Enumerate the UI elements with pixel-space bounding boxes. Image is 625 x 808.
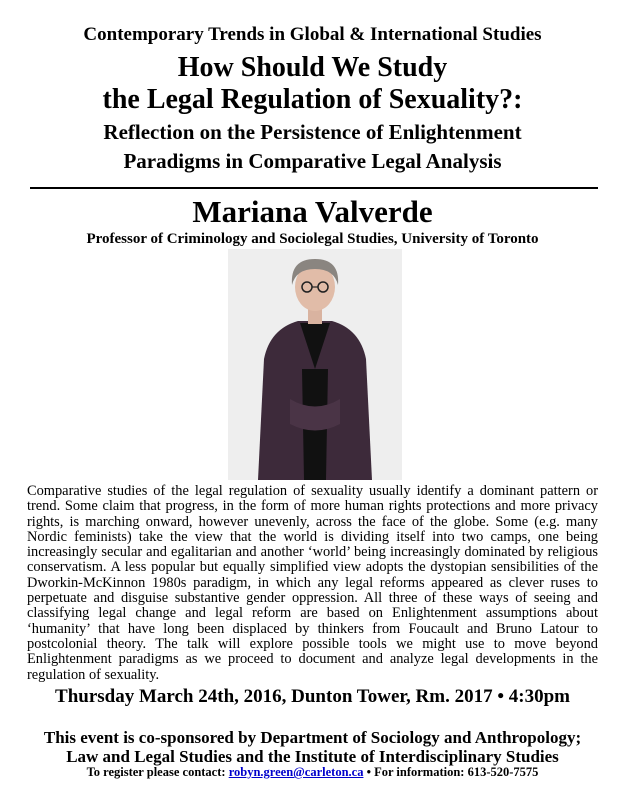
speaker-name: Mariana Valverde	[192, 194, 433, 229]
talk-subtitle-line1: Reflection on the Persistence of Enlightenment	[103, 120, 522, 144]
register-label: To register please contact:	[86, 765, 229, 779]
talk-title-line2: the Legal Regulation of Sexuality?:	[102, 84, 523, 115]
info-text: • For information: 613-520-7575	[363, 765, 539, 779]
register-email-link[interactable]: robyn.green@carleton.ca	[228, 765, 364, 779]
event-details: Thursday March 24th, 2016, Dunton Tower, Rm. 2017 • 4:30pm	[55, 686, 570, 707]
abstract-paragraph: Comparative studies of the legal regulation of sexuality usually identify a dominant pattern or trend. Some claim that progress, in the form of more human rights protections and more privacy rights, is marching onward, however unevenly, across the face of the globe. Some (e.g. many Nordic feminists) take the view that the world is dividing itself into two camps, one being increasingly secular and egalitarian and another ‘world’ being increasingly dominated by religious conservatism. A less popular but equally simplified view adopts the dystopian sensibilities of the Dworkin-McKinnon 1980s paradigm, in which any legal reforms appeared as clever ruses to perpetuate and disguise substantive gender oppression. All three of these ways of seeing and classifying legal change and legal reform are based on Enlightenment assumptions about ‘humanity’ that have long been displaced by thinkers from Foucault and Bruno Latour to postcolonial theory. The talk will explore possible tools we might use to move beyond Enlightenment paradigms as we proceed to document and analyze legal developments in the regulation of sexuality.	[27, 483, 598, 683]
speaker-affiliation: Professor of Criminology and Sociolegal Studies, University of Toronto	[86, 231, 539, 247]
talk-title-line1: How Should We Study	[177, 52, 448, 83]
speaker-photo	[228, 249, 402, 480]
series-title: Contemporary Trends in Global & International Studies	[83, 24, 542, 45]
contact-line	[0, 765, 625, 780]
talk-subtitle-line2: Paradigms in Comparative Legal Analysis	[123, 149, 502, 173]
sponsor-line2: Law and Legal Studies and the Institute of Interdisciplinary Studies	[66, 747, 559, 766]
sponsor-line1: This event is co-sponsored by Department of Sociology and Anthropology;	[43, 728, 582, 747]
divider	[30, 187, 598, 189]
